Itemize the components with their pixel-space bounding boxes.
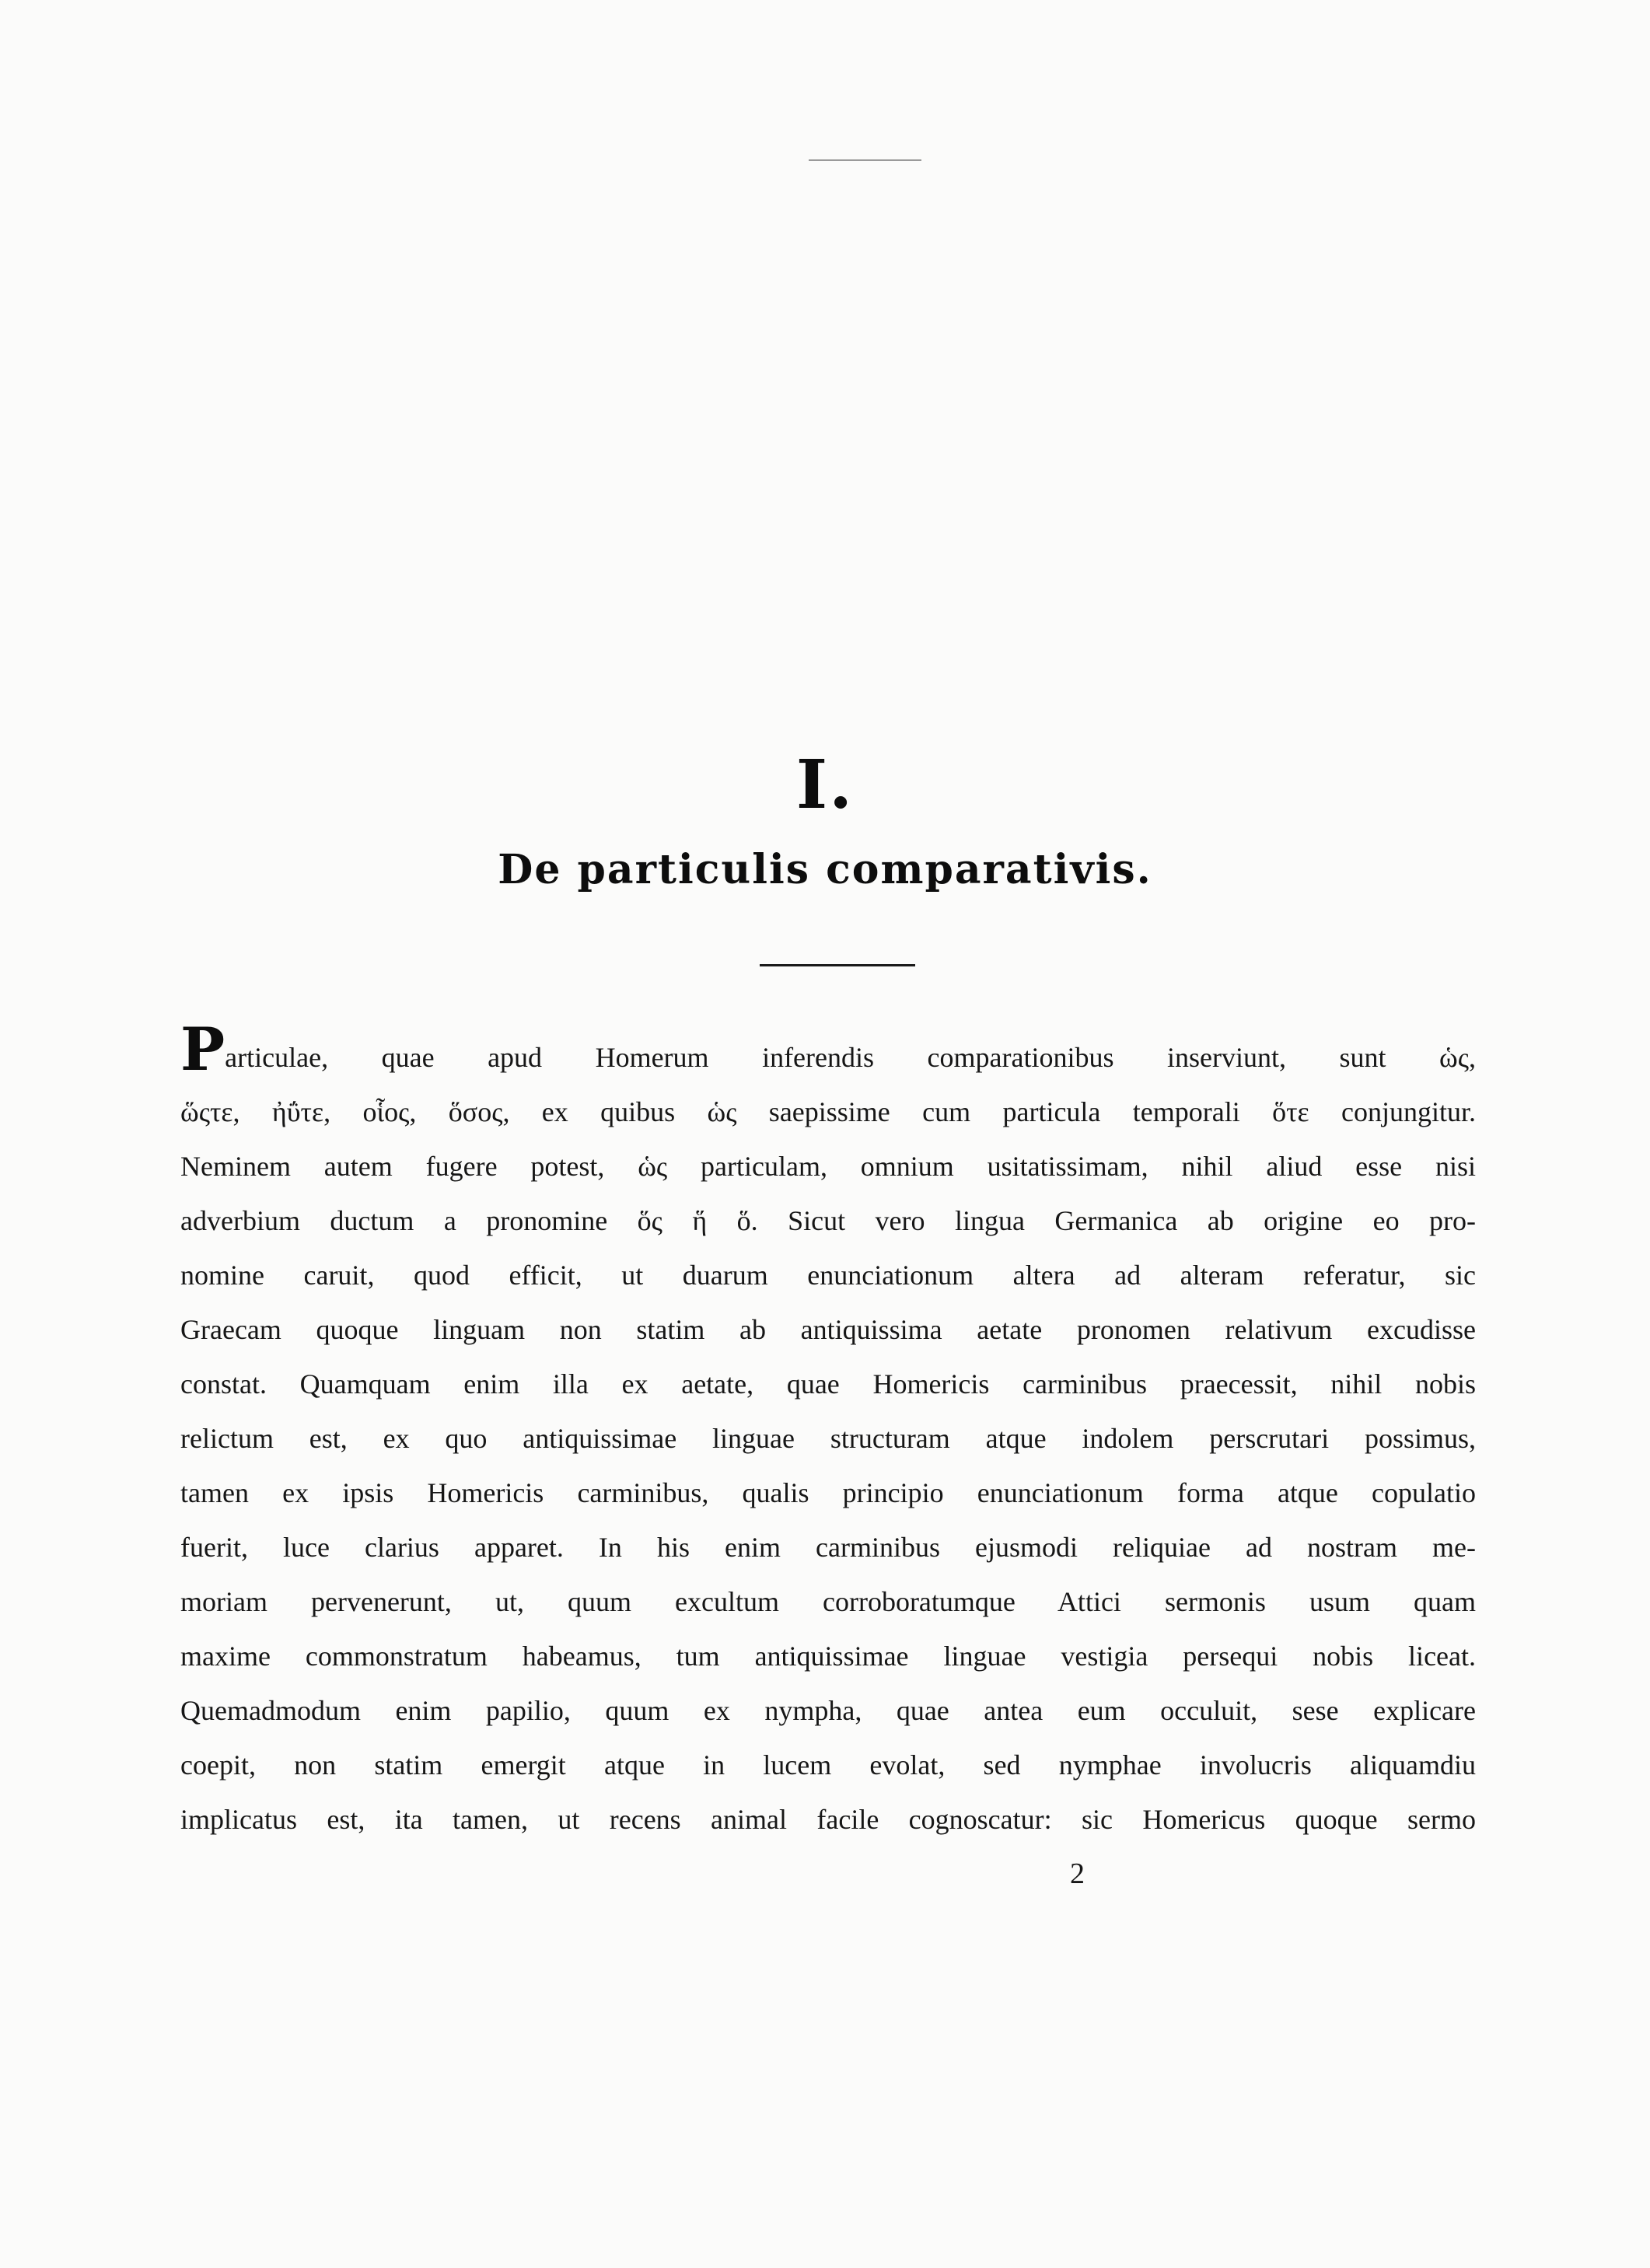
text-line: maxime commonstratum habeamus, tum antiquissimae linguae vestigia persequi nobis liceat. bbox=[180, 1641, 1476, 1672]
text-line: relictum est, ex quo antiquissimae linguae structuram atque indolem perscrutari possimus, bbox=[180, 1423, 1476, 1454]
section-title: De particulis comparativis. bbox=[498, 846, 1152, 893]
title-rule bbox=[760, 964, 915, 966]
body-paragraph bbox=[180, 1026, 1476, 1847]
section-heading bbox=[0, 746, 1650, 897]
text-line: ὥςτε, ἠΰτε, οἷος, ὅσος, ex quibus ὡς saepissime cum particula temporali ὅτε conjungitur. bbox=[180, 1096, 1476, 1127]
text-line: implicatus est, ita tamen, ut recens animal facile cognoscatur: sic Homericus quoque sermo bbox=[180, 1804, 1476, 1835]
text-line-content: articulae, quae apud Homerum inferendis comparationibus inserviunt, sunt ὡς, bbox=[225, 1042, 1476, 1073]
text-line: tamen ex ipsis Homericis carminibus, qualis principio enunciationum forma atque copulatio bbox=[180, 1477, 1476, 1508]
text-line: coepit, non statim emergit atque in lucem evolat, sed nymphae involucris aliquamdiu bbox=[180, 1749, 1476, 1781]
text-line: adverbium ductum a pronomine ὅς ἥ ὅ. Sicut vero lingua Germanica ab origine eo pro- bbox=[180, 1205, 1476, 1236]
text-line: fuerit, luce clarius apparet. In his enim carminibus ejusmodi reliquiae ad nostram me- bbox=[180, 1532, 1476, 1563]
text-line: Quemadmodum enim papilio, quum ex nympha, quae antea eum occuluit, sese explicare bbox=[180, 1695, 1476, 1726]
text-line: Neminem autem fugere potest, ὡς particulam, omnium usitatissimam, nihil aliud esse nisi bbox=[180, 1151, 1476, 1182]
header-rule bbox=[809, 159, 921, 161]
drop-cap: P bbox=[180, 1026, 225, 1084]
text-line bbox=[180, 1026, 1476, 1085]
section-number: I. bbox=[795, 746, 855, 824]
text-line: moriam pervenerunt, ut, quum excultum corroboratumque Attici sermonis usum quam bbox=[180, 1586, 1476, 1617]
text-line: constat. Quamquam enim illa ex aetate, quae Homericis carminibus praecessit, nihil nobis bbox=[180, 1368, 1476, 1400]
page-number: 2 bbox=[1070, 1857, 1085, 1890]
text-line: Graecam quoque linguam non statim ab antiquissima aetate pronomen relativum excudisse bbox=[180, 1314, 1476, 1345]
text-line: nomine caruit, quod efficit, ut duarum enunciationum altera ad alteram referatur, sic bbox=[180, 1260, 1476, 1291]
